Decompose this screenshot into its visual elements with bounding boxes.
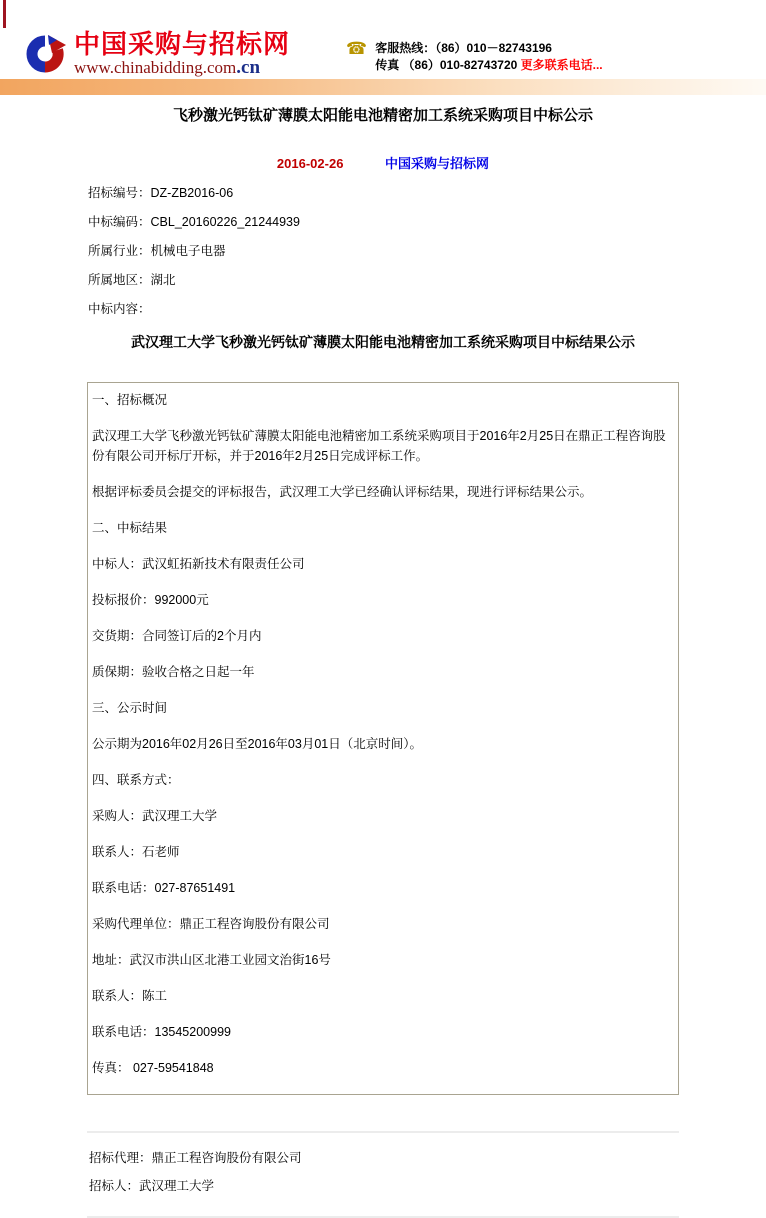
fax-line (375, 57, 602, 74)
box-line-warranty: 质保期：验收合格之日起一年 (92, 665, 255, 679)
contact-block (346, 40, 603, 77)
field-tender-number: 招标编号：DZ-ZB2016-06 (88, 186, 234, 200)
site-logo[interactable] (22, 31, 290, 77)
box-line-agency: 采购代理单位：鼎正工程咨询股份有限公司 (92, 917, 330, 931)
site-url-main: www.chinabidding.com (74, 58, 237, 77)
article-footer (87, 1131, 679, 1218)
result-subtitle: 武汉理工大学飞秒激光钙钛矿薄膜太阳能电池精密加工系统采购项目中标结果公示 (131, 334, 635, 350)
announcement-box (87, 382, 679, 1095)
page-title: 飞秒激光钙钛矿薄膜太阳能电池精密加工系统采购项目中标公示 (172, 107, 593, 124)
source-link[interactable]: 中国采购与招标网 (385, 156, 490, 171)
publish-date: 2016-02-26 (276, 156, 344, 171)
telephone-icon: ☎ (346, 39, 368, 58)
box-line-fax: 传真： 027-59541848 (92, 1061, 214, 1075)
field-content-label: 中标内容： (88, 302, 151, 316)
site-url (74, 58, 290, 77)
footer-tenderee: 招标人：武汉理工大学 (89, 1179, 215, 1193)
contact-lines (375, 40, 602, 74)
box-line-contact2: 联系人：陈工 (92, 989, 168, 1003)
box-line-phone1: 联系电话：027-87651491 (92, 881, 236, 895)
more-contacts-link[interactable]: 更多联系电话... (520, 58, 603, 72)
article-meta (0, 153, 766, 172)
box-line-address: 地址：武汉市洪山区北港工业园文治街16号 (92, 953, 331, 967)
box-line-delivery: 交货期：合同签订后的2个月内 (92, 629, 262, 643)
logo-swirl-icon (22, 34, 68, 74)
site-url-tld: .cn (236, 57, 261, 78)
footer-agent: 招标代理：鼎正工程咨询股份有限公司 (89, 1151, 302, 1165)
box-line-bid-price: 投标报价：992000元 (92, 593, 209, 607)
section-heading-2: 二、中标结果 (92, 521, 168, 535)
top-left-red-strip (3, 0, 6, 28)
box-line-contact1: 联系人：石老师 (92, 845, 180, 859)
box-line-phone2: 联系电话：13545200999 (92, 1025, 231, 1039)
box-line-publicity-period: 公示期为2016年02月26日至2016年03月01日（北京时间）。 (92, 737, 422, 751)
box-paragraph: 根据评标委员会提交的评标报告，武汉理工大学已经确认评标结果，现进行评标结果公示。 (92, 485, 593, 499)
field-industry: 所属行业：机械电子电器 (88, 244, 226, 258)
fax-text: 传真 （86）010-82743720 (375, 58, 518, 72)
section-heading-3: 三、公示时间 (92, 701, 168, 715)
box-line-purchaser: 采购人：武汉理工大学 (92, 809, 218, 823)
logo-text (74, 31, 290, 77)
meta-fields (88, 187, 766, 316)
field-award-code: 中标编码：CBL_20160226_21244939 (88, 215, 300, 229)
box-line-winner: 中标人：武汉虹拓新技术有限责任公司 (92, 557, 305, 571)
orange-gradient-bar (0, 79, 766, 95)
hotline-text: 客服热线：（86）010－82743196 (375, 41, 552, 55)
section-heading-4: 四、联系方式： (92, 773, 180, 787)
site-header (0, 0, 766, 79)
site-name: 中国采购与招标网 (74, 29, 291, 59)
divider-top (87, 1131, 679, 1133)
section-heading-1: 一、招标概况 (92, 393, 168, 407)
box-paragraph: 武汉理工大学飞秒激光钙钛矿薄膜太阳能电池精密加工系统采购项目于2016年2月25日在鼎正工程咨询股份有限公司开标厅开标，并于2016年2月25日完成评标工作。 (92, 429, 666, 463)
field-region: 所属地区：湖北 (88, 273, 176, 287)
